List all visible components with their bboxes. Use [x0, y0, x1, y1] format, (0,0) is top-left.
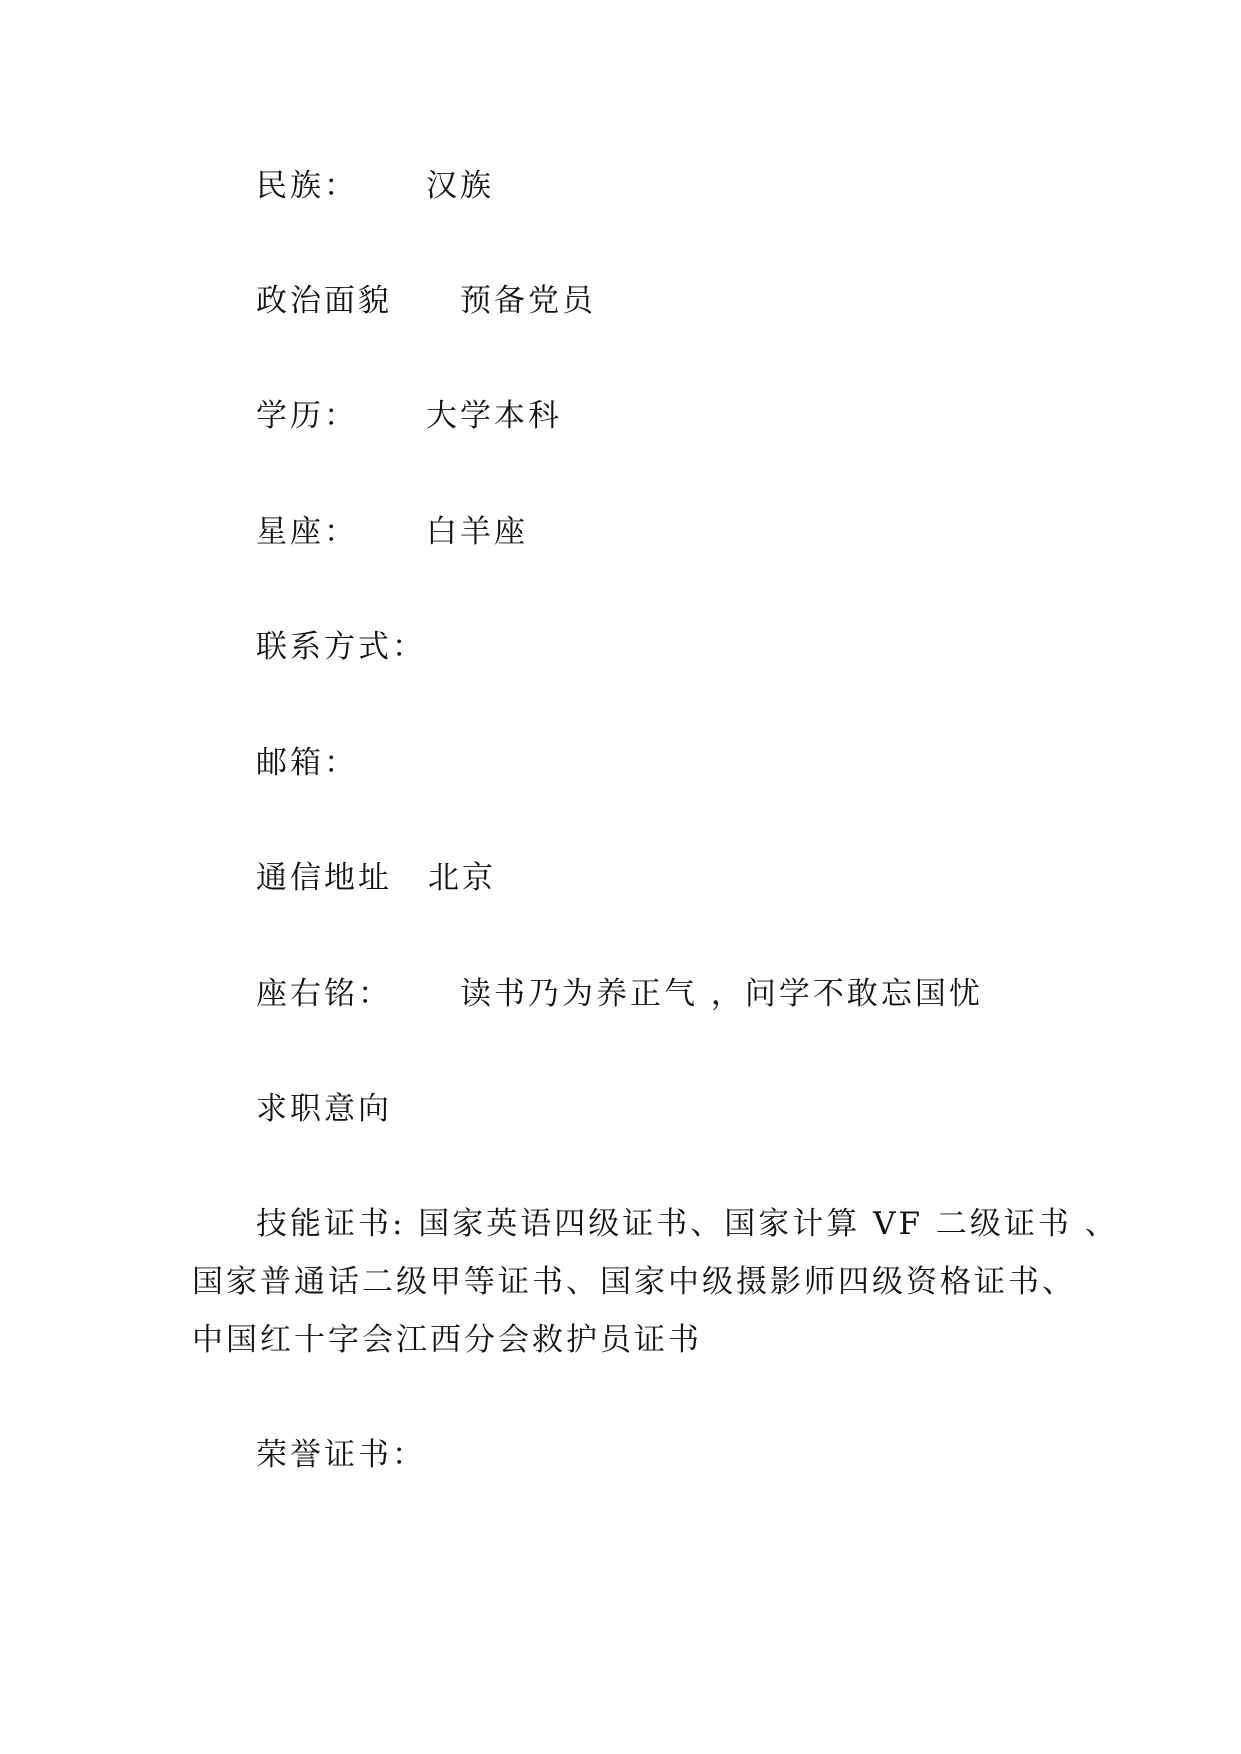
field-label: 座右铭：	[256, 976, 392, 1012]
skills-line-1: 技能证书: 国家英语四级证书、国家计算 VF 二级证书 、	[256, 1206, 1119, 1242]
field-value: 北京	[428, 860, 496, 896]
field-education	[256, 396, 562, 436]
field-email	[256, 743, 358, 783]
field-label: 联系方式：	[256, 629, 426, 665]
field-zodiac	[256, 512, 528, 552]
skills-line-3: 中国红十字会江西分会救护员证书	[192, 1322, 702, 1358]
honors-label: 荣誉证书：	[256, 1437, 426, 1473]
field-address	[256, 858, 496, 898]
field-label: 邮箱：	[256, 745, 358, 781]
field-label: 求职意向	[256, 1091, 392, 1127]
field-value: 大学本科	[426, 398, 562, 434]
field-value: 汉族	[426, 168, 494, 204]
field-label: 学历：	[256, 398, 358, 434]
field-contact	[256, 627, 426, 667]
field-value: 预备党员	[460, 283, 596, 319]
field-ethnicity	[256, 166, 494, 206]
skills-line-2: 国家普通话二级甲等证书、国家中级摄影师四级资格证书、	[192, 1264, 1076, 1300]
field-motto	[256, 974, 983, 1014]
field-political-status	[256, 281, 596, 321]
field-job-intention	[256, 1089, 392, 1129]
field-value: 读书乃为养正气 ，问学不敢忘国忧	[460, 976, 983, 1012]
field-label: 民族：	[256, 168, 358, 204]
field-label: 星座：	[256, 514, 358, 550]
field-label: 政治面貌	[256, 283, 392, 319]
field-label: 通信地址	[256, 860, 392, 896]
field-value: 白羊座	[426, 514, 528, 550]
